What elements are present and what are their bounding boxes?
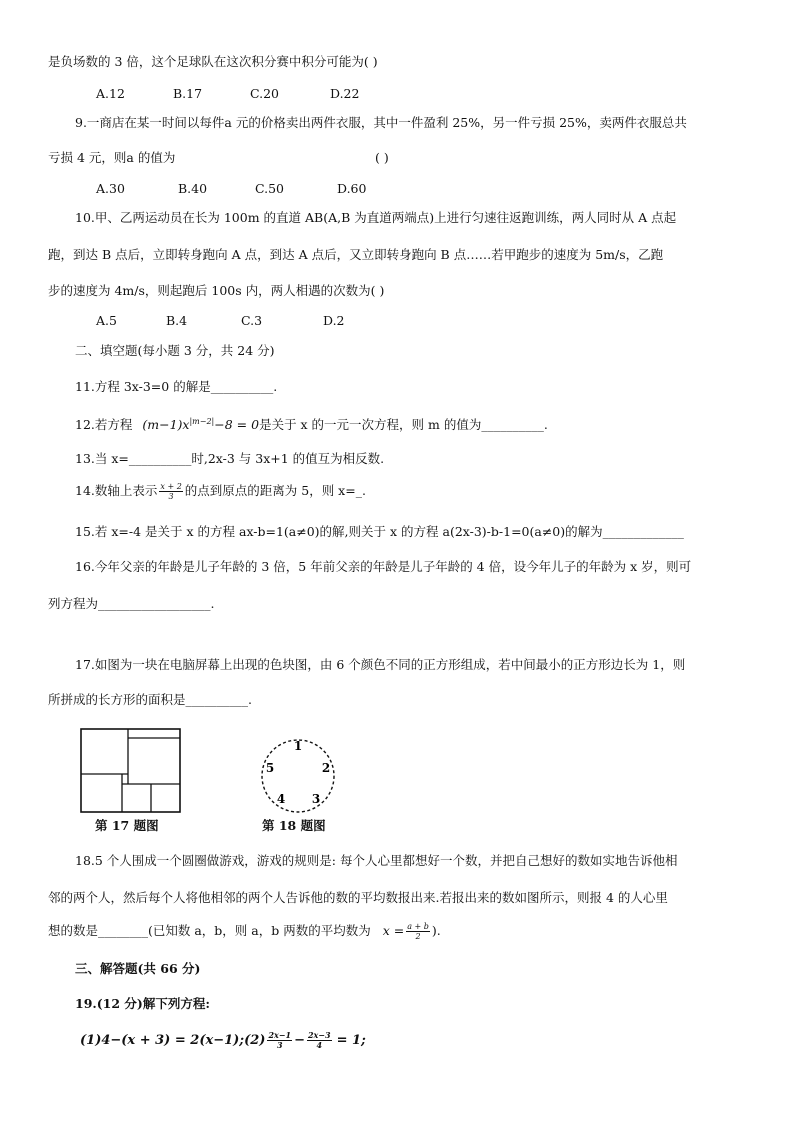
fig18-caption: 第 18 题图 [262,818,326,833]
fig18-circle-diagram [255,736,341,818]
fig18-number-4: 4 [276,792,286,806]
q9-option-a: A.30 [96,181,125,196]
q11-text: 11.方程 3x-3=0 的解是__________. [75,379,278,394]
q12-suffix: 是关于 x 的一元一次方程，则 m 的值为__________. [259,417,548,433]
q12-eq-exponent: |m−2| [189,417,215,426]
q14-frac-denominator: 3 [168,492,174,501]
q9-line2: 亏损 4 元，则a 的值为 [48,150,176,165]
q9-option-b: B.40 [178,181,208,196]
q12-eq-base: (m−1)x [142,417,190,433]
q8-tail-text: 是负场数的 3 倍，这个足球队在这次积分赛中积分可能为( ) [48,54,378,69]
q14-fraction [159,482,182,501]
q14-frac-numerator: x + 2 [160,482,182,491]
q18-line1: 18.5 个人围成一个圆圈做游戏，游戏的规则是: 每个人心里都想好一个数，并把自己想好的数如实地告诉他相 [75,853,678,868]
fig17-squares-diagram [80,728,182,814]
q10-option-b: B.4 [166,313,188,328]
fig18-number-5: 5 [265,761,275,775]
q9-line1: 9.一商店在某一时间以每件a 元的价格卖出两件衣服，其中一件盈利 25%，另一件亏损 25%，卖两件衣服总共 [75,115,687,130]
fig18-number-1: 1 [293,739,303,753]
q10-line3: 步的速度为 4m/s，则起跑后 100s 内，两人相遇的次数为( ) [48,283,385,298]
q19-fraction-1 [267,1031,292,1050]
q19-f2-numerator: 2x−3 [307,1030,331,1040]
q19-eq-end: = 1; [336,1033,366,1048]
q18-frac-denominator: 2 [415,932,421,941]
section2-title: 二、填空题(每小题 3 分，共 24 分) [75,343,275,358]
q19-equations [80,1031,366,1050]
q12-equation [142,417,259,432]
q18-fraction [406,922,430,941]
q19-title: 19.(12 分)解下列方程: [75,996,210,1011]
fig18-number-2: 2 [321,761,331,775]
fig18-number-3: 3 [311,792,321,806]
q16-line2: 列方程为__________________. [48,596,215,611]
q18-eq-lhs: x = [382,923,405,938]
q9-answer-bracket: ( ) [375,150,389,165]
q10-line1: 10.甲、乙两运动员在长为 100m 的直道 AB(A,B 为直道两端点)上进行匀速往返跑训练，两人同时从 A 点起 [75,210,677,225]
q17-line1: 17.如图为一块在电脑屏幕上出现的色块图，由 6 个颜色不同的正方形组成，若中间最小的正方形边长为 1，则 [75,657,686,672]
q10-option-d: D.2 [323,313,345,328]
q18-line3-text: 想的数是________(已知数 a，b，则 a，b 两数的平均数为 [48,923,371,938]
q8-option-c: C.20 [250,86,279,101]
q10-option-c: C.3 [241,313,263,328]
q18-line2: 邻的两个人，然后每个人将他相邻的两个人告诉他的数的平均数报出来.若报出来的数如图所示，则报 4 的人心里 [48,890,668,905]
q14-line [75,482,366,501]
q15-text: 15.若 x=-4 是关于 x 的方程 ax-b=1(a≠0)的解,则关于 x 的方程 a(2x-3)-b-1=0(a≠0)的解为_____________ [75,524,684,539]
q9-option-d: D.60 [337,181,367,196]
q16-line1: 16.今年父亲的年龄是儿子年龄的 3 倍，5 年前父亲的年龄是儿子年龄的 4 倍，设今年儿子的年龄为 x 岁，则可 [75,559,692,574]
q8-option-a: A.12 [96,86,125,101]
q10-line2: 跑，到达 B 点后，立即转身跑向 A 点，到达 A 点后，又立即转身跑向 B 点……若甲跑步的速度为 5m/s，乙跑 [48,247,664,262]
q19-f1-denominator: 3 [276,1040,283,1050]
q8-option-d: D.22 [330,86,360,101]
q19-eq1: (1)4−(x + 3) = 2(x−1);(2) [80,1033,266,1048]
q8-option-b: B.17 [173,86,203,101]
q17-line2: 所拼成的长方形的面积是__________. [48,692,252,707]
q12-eq-rest: −8 = 0 [214,417,260,433]
q10-option-a: A.5 [96,313,117,328]
q19-fraction-2 [307,1031,332,1050]
q14-prefix: 14.数轴上表示 [75,483,158,498]
fig17-caption: 第 17 题图 [95,818,159,833]
q12-line [75,414,548,433]
q14-suffix: 的点到原点的距离为 5，则 x=_. [184,483,366,498]
q18-frac-numerator: a + b [407,922,429,931]
q19-f2-denominator: 4 [316,1040,323,1050]
q9-option-c: C.50 [255,181,284,196]
q19-minus: − [294,1033,305,1048]
q19-f1-numerator: 2x−1 [268,1030,292,1040]
q18-line3-end: ). [431,923,441,938]
q18-line3 [48,922,441,941]
section3-title: 三、解答题(共 66 分) [75,961,201,976]
q13-text: 13.当 x=__________时,2x-3 与 3x+1 的值互为相反数. [75,451,385,466]
q12-prefix: 12.若方程 [75,417,133,433]
